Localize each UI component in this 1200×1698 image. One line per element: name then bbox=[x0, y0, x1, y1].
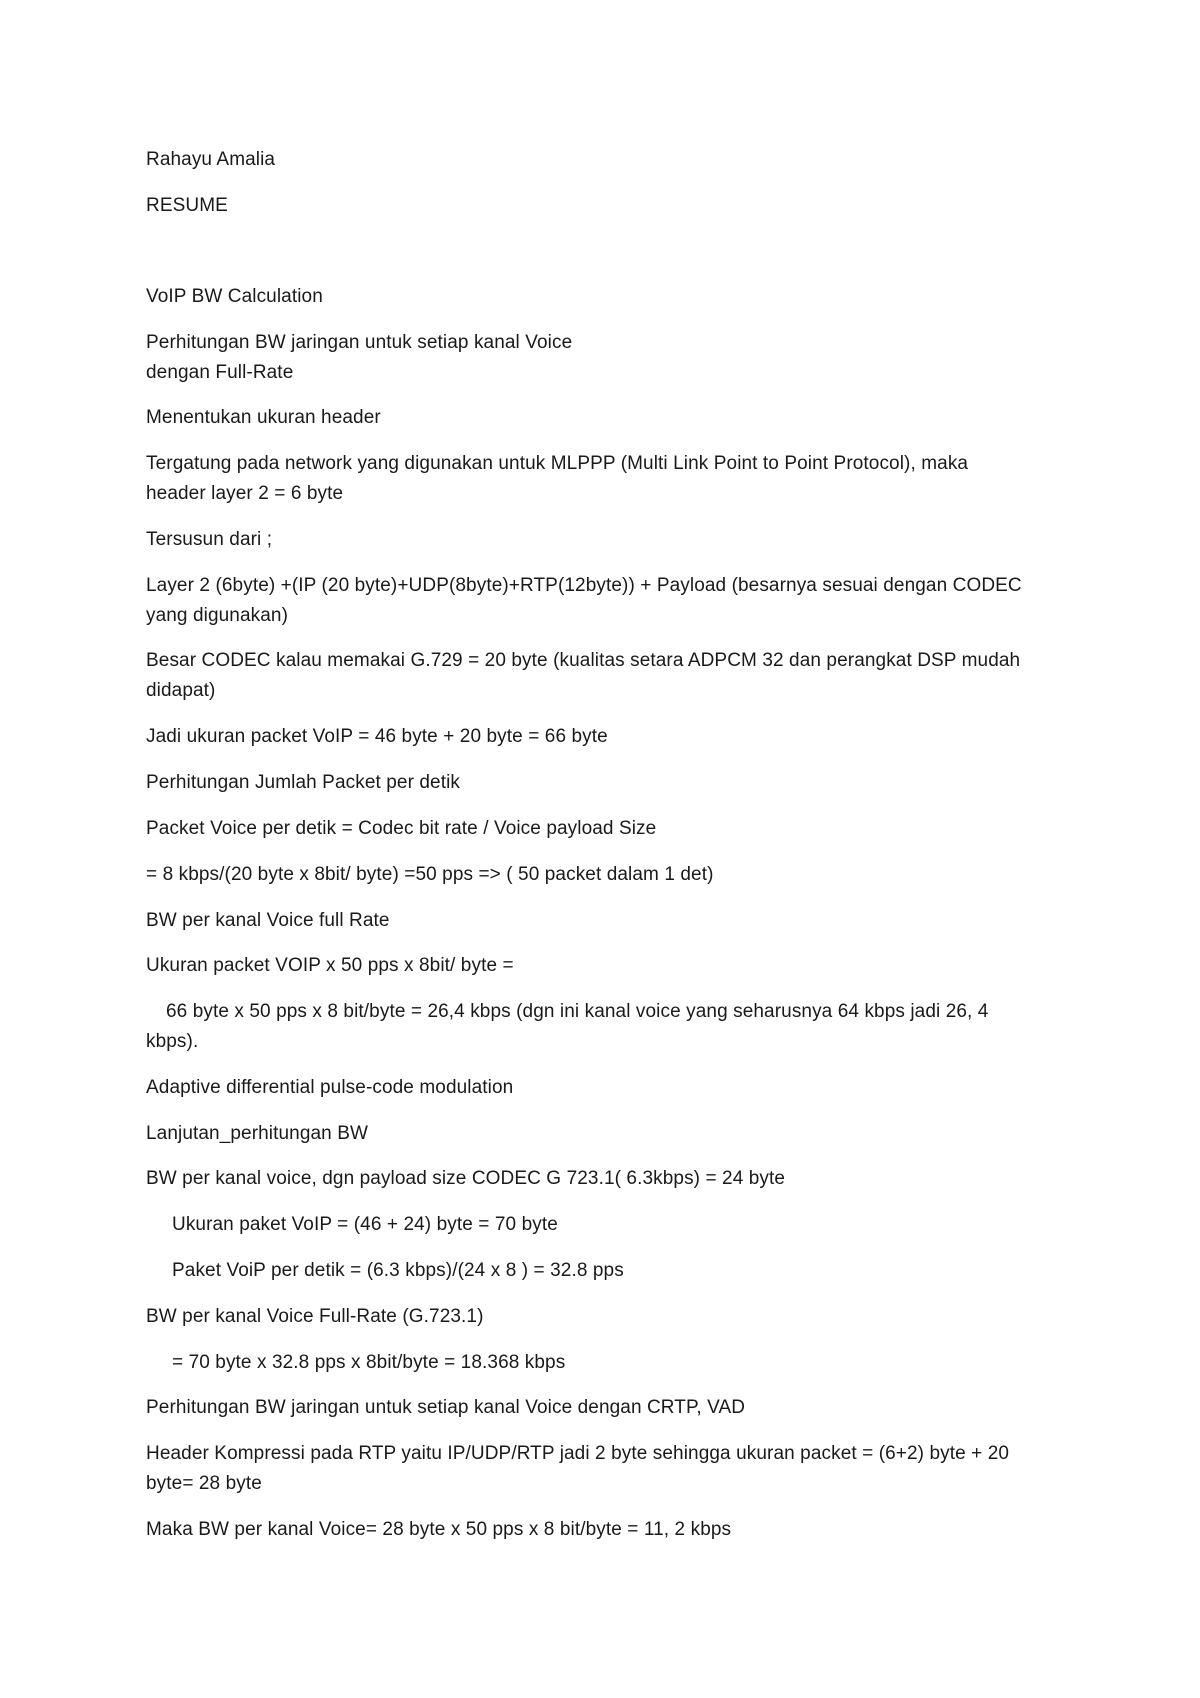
document-type: RESUME bbox=[146, 195, 228, 216]
paragraph-line: Perhitungan BW jaringan untuk setiap kanal Voice bbox=[146, 332, 573, 353]
paragraph-line: = 8 kbps/(20 byte x 8bit/ byte) =50 pps => ( 50 packet dalam 1 det) bbox=[146, 864, 714, 885]
paragraph-line: Header Kompressi pada RTP yaitu IP/UDP/RTP jadi 2 byte sehingga ukuran packet = (6+2) byte + 20 bbox=[146, 1443, 1010, 1464]
paragraph-line: dengan Full-Rate bbox=[146, 362, 294, 383]
paragraph-line: Besar CODEC kalau memakai G.729 = 20 byte (kualitas setara ADPCM 32 dan perangkat DSP mudah bbox=[146, 650, 1021, 671]
paragraph-line: Perhitungan BW jaringan untuk setiap kanal Voice dengan CRTP, VAD bbox=[146, 1397, 746, 1418]
author-name: Rahayu Amalia bbox=[146, 149, 276, 170]
paragraph-line: BW per kanal Voice Full-Rate (G.723.1) bbox=[146, 1306, 484, 1327]
paragraph-line: Menentukan ukuran header bbox=[146, 407, 381, 428]
paragraph-line: BW per kanal voice, dgn payload size CODEC G 723.1( 6.3kbps) = 24 byte bbox=[146, 1168, 786, 1189]
section-title: VoIP BW Calculation bbox=[146, 286, 323, 307]
paragraph-line: Tersusun dari ; bbox=[146, 529, 273, 550]
paragraph-line: kbps). bbox=[146, 1031, 199, 1052]
paragraph-line: Paket VoiP per detik = (6.3 kbps)/(24 x 8 ) = 32.8 pps bbox=[172, 1260, 624, 1281]
paragraph-line: Layer 2 (6byte) +(IP (20 byte)+UDP(8byte)+RTP(12byte)) + Payload (besarnya sesuai dengan CODEC bbox=[146, 575, 1022, 596]
paragraph-line: Adaptive differential pulse-code modulation bbox=[146, 1077, 514, 1098]
paragraph-line: Maka BW per kanal Voice= 28 byte x 50 pps x 8 bit/byte = 11, 2 kbps bbox=[146, 1519, 732, 1540]
paragraph-line: Ukuran paket VoIP = (46 + 24) byte = 70 byte bbox=[172, 1214, 558, 1235]
paragraph-line: Perhitungan Jumlah Packet per detik bbox=[146, 772, 461, 793]
paragraph-line: Packet Voice per detik = Codec bit rate / Voice payload Size bbox=[146, 818, 657, 839]
paragraph-line: byte= 28 byte bbox=[146, 1473, 262, 1494]
paragraph-line: Lanjutan_perhitungan BW bbox=[146, 1123, 369, 1144]
paragraph-line: Ukuran packet VOIP x 50 pps x 8bit/ byte = bbox=[146, 955, 514, 976]
paragraph-line: yang digunakan) bbox=[146, 605, 288, 626]
paragraph-line: Tergatung pada network yang digunakan untuk MLPPP (Multi Link Point to Point Protocol), maka bbox=[146, 453, 969, 474]
paragraph-line: = 70 byte x 32.8 pps x 8bit/byte = 18.368 kbps bbox=[172, 1352, 566, 1373]
paragraph-line: header layer 2 = 6 byte bbox=[146, 483, 344, 504]
paragraph-line: Jadi ukuran packet VoIP = 46 byte + 20 byte = 66 byte bbox=[146, 726, 608, 747]
paragraph-line: didapat) bbox=[146, 680, 216, 701]
paragraph-line: 66 byte x 50 pps x 8 bit/byte = 26,4 kbps (dgn ini kanal voice yang seharusnya 64 kbps jadi 26, 4 bbox=[166, 1001, 989, 1022]
paragraph-line: BW per kanal Voice full Rate bbox=[146, 910, 390, 931]
